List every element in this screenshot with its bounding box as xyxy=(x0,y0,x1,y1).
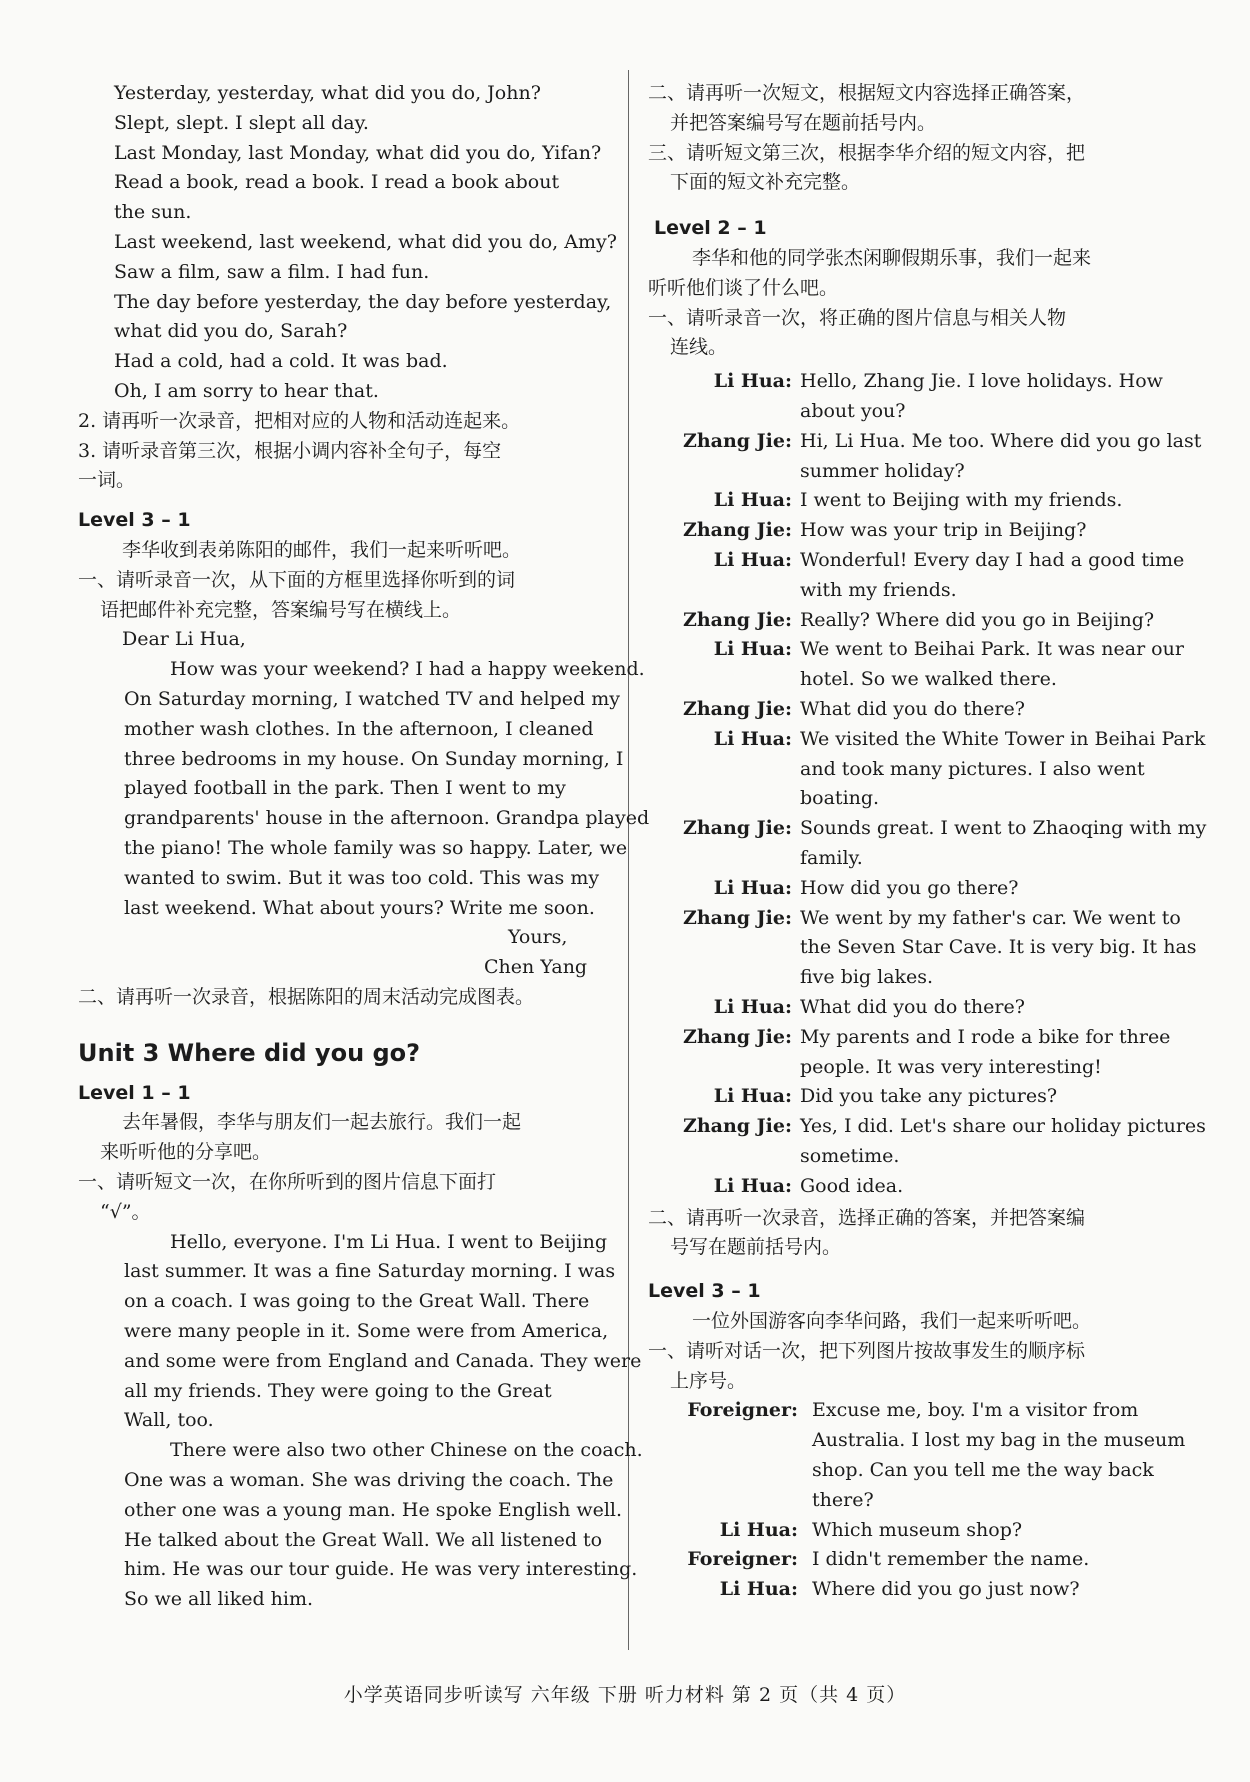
song-line: Last Monday, last Monday, what did you do, Yifan? xyxy=(114,141,602,164)
task-instruction: 3. 请听录音第三次，根据小调内容补全句子，每空 xyxy=(78,439,502,462)
passage-line: on a coach. I was going to the Great Wall. There xyxy=(124,1290,590,1313)
dialog-line: What did you do there? xyxy=(800,698,1025,720)
dialog-line: sometime. xyxy=(800,1145,900,1167)
email-line: three bedrooms in my house. On Sunday morning, I xyxy=(124,747,624,770)
song-line: Yesterday, yesterday, what did you do, John? xyxy=(114,82,541,104)
passage-line: There were also two other Chinese on the coach. xyxy=(170,1439,643,1462)
question-instruction: 连线。 xyxy=(670,336,728,359)
dialog-line: How was your trip in Beijing? xyxy=(800,519,1087,542)
dialog-speaker: Li Hua: xyxy=(719,1518,798,1541)
task-instruction: 一词。 xyxy=(78,469,136,492)
level-heading: Level 3 – 1 xyxy=(78,509,191,532)
song-line: Slept, slept. I slept all day. xyxy=(114,111,369,134)
passage-line: Wall, too. xyxy=(124,1409,214,1432)
passage-line: and some were from England and Canada. They were xyxy=(124,1349,642,1372)
unit-title: Unit 3 Where did you go? xyxy=(78,1038,421,1067)
song-line: what did you do, Sarah? xyxy=(114,320,348,343)
song-line: The day before yesterday, the day before yesterday, xyxy=(114,290,612,313)
email-line: last weekend. What about yours? Write me soon. xyxy=(124,896,595,919)
dialog-speaker: Zhang Jie: xyxy=(682,906,792,929)
dialog-speaker: Li Hua: xyxy=(713,727,792,750)
dialog-speaker: Zhang Jie: xyxy=(682,608,792,631)
song-line: Saw a film, saw a film. I had fun. xyxy=(114,260,430,283)
question-instruction: 二、请再听一次录音，根据陈阳的周末活动完成图表。 xyxy=(78,986,535,1008)
section-intro: 一位外国游客向李华问路，我们一起来听听吧。 xyxy=(692,1310,1092,1332)
email-line: wanted to swim. But it was too cold. This was my xyxy=(124,866,600,889)
dialog-line: My parents and I rode a bike for three xyxy=(800,1025,1171,1048)
dialog-speaker: Li Hua: xyxy=(713,1085,792,1108)
question-instruction: “√”。 xyxy=(100,1200,151,1223)
dialog-line: hotel. So we walked there. xyxy=(800,668,1057,691)
question-instruction: 下面的短文补充完整。 xyxy=(670,171,861,194)
dialog-line: Yes, I did. Let's share our holiday pictures xyxy=(800,1115,1206,1138)
level-heading: Level 3 – 1 xyxy=(648,1280,761,1303)
question-instruction: 一、请听短文一次，在你所听到的图片信息下面打 xyxy=(78,1171,497,1193)
passage-line: last summer. It was a fine Saturday morning. I was xyxy=(124,1260,616,1283)
email-line: How was your weekend? I had a happy weekend. xyxy=(170,658,645,681)
passage-line: One was a woman. She was driving the coach. The xyxy=(124,1469,614,1491)
email-line: grandparents' house in the afternoon. Grandpa played xyxy=(124,807,650,830)
dialog-line: How did you go there? xyxy=(800,876,1019,899)
dialog-line: five big lakes. xyxy=(800,966,934,989)
question-instruction: 并把答案编号写在题前括号内。 xyxy=(670,111,937,134)
question-instruction: 语把邮件补充完整，答案编号写在横线上。 xyxy=(100,598,462,621)
dialog-line: Which museum shop? xyxy=(812,1518,1023,1541)
dialog-line: Wonderful! Every day I had a good time xyxy=(800,549,1185,571)
email-line: the piano! The whole family was so happy. Later, we xyxy=(124,837,628,859)
section-intro: 李华和他的同学张杰闲聊假期乐事，我们一起来 xyxy=(692,247,1092,269)
passage-line: him. He was our tour guide. He was very interesting. xyxy=(124,1558,638,1581)
dialog-speaker: Li Hua: xyxy=(713,1174,792,1197)
dialog-line: We went by my father's car. We went to xyxy=(800,906,1181,929)
dialog-line: I didn't remember the name. xyxy=(812,1548,1090,1571)
dialog-speaker: Li Hua: xyxy=(713,370,792,393)
question-instruction: 号写在题前括号内。 xyxy=(670,1236,842,1259)
passage-line: were many people in it. Some were from America, xyxy=(124,1320,609,1342)
question-instruction: 一、请听录音一次，从下面的方框里选择你听到的词 xyxy=(78,568,516,591)
passage-line: So we all liked him. xyxy=(124,1588,314,1611)
passage-line: other one was a young man. He spoke English well. xyxy=(124,1498,623,1521)
passage-line: He talked about the Great Wall. We all listened to xyxy=(124,1528,603,1551)
dialog-line: about you? xyxy=(800,400,906,422)
email-signature: Chen Yang xyxy=(484,956,588,979)
level-heading: Level 1 – 1 xyxy=(78,1081,191,1104)
dialog-speaker: Zhang Jie: xyxy=(682,429,792,452)
dialog-line: Sounds great. I went to Zhaoqing with my xyxy=(800,817,1207,840)
email-line: mother wash clothes. In the afternoon, I cleaned xyxy=(124,717,594,740)
question-instruction: 一、请听录音一次，将正确的图片信息与相关人物 xyxy=(648,306,1067,329)
dialog-line: shop. Can you tell me the way back xyxy=(812,1459,1154,1481)
dialog-line: with my friends. xyxy=(800,578,957,601)
dialog-speaker: Zhang Jie: xyxy=(682,519,792,542)
dialog-line: Excuse me, boy. I'm a visitor from xyxy=(812,1399,1139,1422)
dialog-line: family. xyxy=(800,847,863,869)
section-intro: 听听他们谈了什么吧。 xyxy=(648,276,839,299)
dialog-line: We went to Beihai Park. It was near our xyxy=(800,638,1184,661)
dialog-speaker: Zhang Jie: xyxy=(682,1025,792,1048)
level-heading: Level 2 – 1 xyxy=(654,217,767,240)
dialog-line: and took many pictures. I also went xyxy=(800,757,1145,780)
dialog-line: Did you take any pictures? xyxy=(800,1085,1058,1108)
dialog-speaker: Zhang Jie: xyxy=(682,1115,792,1138)
dialog-line: boating. xyxy=(800,787,880,810)
dialog-speaker: Li Hua: xyxy=(719,1578,798,1601)
section-intro: 李华收到表弟陈阳的邮件，我们一起来听听吧。 xyxy=(122,539,522,561)
song-line: Had a cold, had a cold. It was bad. xyxy=(114,350,448,373)
page-footer: 小学英语同步听读写 六年级 下册 听力材料 第 2 页（共 4 页） xyxy=(343,1684,907,1706)
question-instruction: 上序号。 xyxy=(670,1369,747,1392)
dialog-line: Hello, Zhang Jie. I love holidays. How xyxy=(800,370,1163,393)
email-line: On Saturday morning, I watched TV and helped my xyxy=(124,688,620,710)
song-line: Oh, I am sorry to hear that. xyxy=(114,380,379,402)
question-instruction: 一、请听对话一次，把下列图片按故事发生的顺序标 xyxy=(648,1339,1086,1362)
dialog-line: Australia. I lost my bag in the museum xyxy=(812,1429,1186,1452)
dialog-speaker: Foreigner: xyxy=(687,1399,798,1422)
dialog-speaker: Foreigner: xyxy=(687,1548,798,1571)
dialog-line: the Seven Star Cave. It is very big. It has xyxy=(800,936,1197,959)
dialog-line: there? xyxy=(812,1488,874,1511)
song-line: the sun. xyxy=(114,201,192,224)
dialog-line: We visited the White Tower in Beihai Park xyxy=(800,727,1206,750)
section-intro: 去年暑假，李华与朋友们一起去旅行。我们一起 xyxy=(122,1111,522,1134)
dialog-line: Good idea. xyxy=(800,1174,904,1197)
email-greeting: Dear Li Hua, xyxy=(122,628,246,651)
dialog-speaker: Li Hua: xyxy=(713,549,792,571)
dialog-line: Where did you go just now? xyxy=(812,1578,1080,1601)
dialog-speaker: Li Hua: xyxy=(713,638,792,661)
section-intro: 来听听他的分享吧。 xyxy=(100,1141,272,1164)
dialog-speaker: Zhang Jie: xyxy=(682,817,792,840)
dialog-speaker: Li Hua: xyxy=(713,876,792,899)
task-instruction: 2. 请再听一次录音，把相对应的人物和活动连起来。 xyxy=(78,409,521,432)
dialog-speaker: Zhang Jie: xyxy=(682,698,792,720)
dialog-line: Hi, Li Hua. Me too. Where did you go last xyxy=(800,429,1202,452)
dialog-line: summer holiday? xyxy=(800,459,965,482)
column-divider xyxy=(628,70,629,1650)
email-line: played football in the park. Then I went to my xyxy=(124,777,566,800)
passage-line: all my friends. They were going to the Great xyxy=(124,1379,552,1402)
dialog-line: What did you do there? xyxy=(800,996,1025,1018)
email-closing: Yours, xyxy=(508,926,568,949)
question-instruction: 二、请再听一次短文，根据短文内容选择正确答案， xyxy=(648,82,1086,104)
dialog-line: I went to Beijing with my friends. xyxy=(800,489,1123,512)
question-instruction: 三、请听短文第三次，根据李华介绍的短文内容，把 xyxy=(648,141,1086,164)
dialog-speaker: Li Hua: xyxy=(713,996,792,1018)
dialog-line: Really? Where did you go in Beijing? xyxy=(800,608,1155,631)
dialog-line: people. It was very interesting! xyxy=(800,1055,1102,1078)
song-line: Last weekend, last weekend, what did you do, Amy? xyxy=(114,231,617,253)
dialog-speaker: Li Hua: xyxy=(713,489,792,512)
song-line: Read a book, read a book. I read a book about xyxy=(114,171,560,194)
passage-line: Hello, everyone. I'm Li Hua. I went to Beijing xyxy=(170,1230,607,1253)
question-instruction: 二、请再听一次录音，选择正确的答案，并把答案编 xyxy=(648,1206,1086,1229)
